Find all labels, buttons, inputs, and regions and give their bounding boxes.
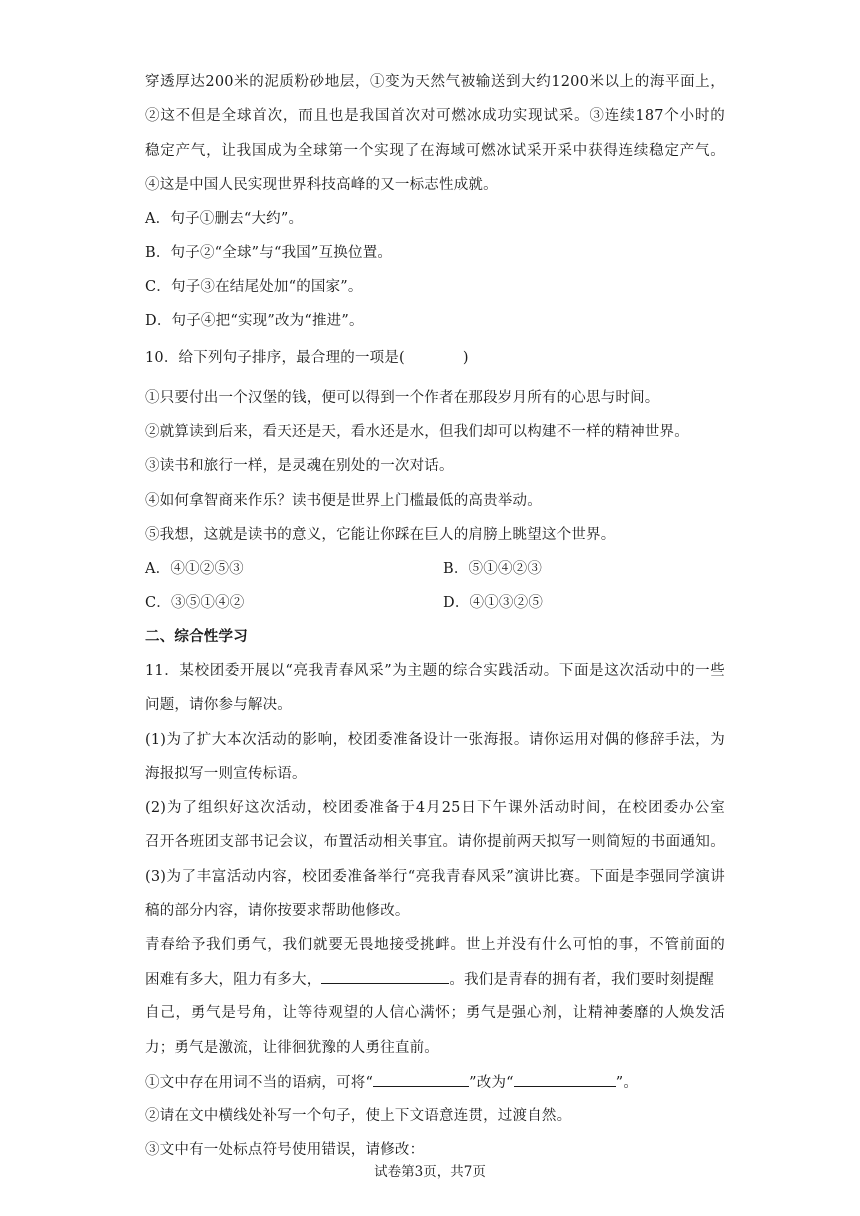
passage-line: ④这是中国人民实现世界科技高峰的又一标志性成就。	[145, 177, 498, 193]
q10-option-a: A．④①②⑤③	[145, 561, 244, 577]
q11-sub3: 稿的部分内容，请你按要求帮助他修改。	[145, 903, 410, 919]
q9-option-a: A．句子①删去“大约”。	[145, 211, 304, 227]
q9-option-c: C．句子③在结尾处加“的国家”。	[145, 279, 363, 295]
q10-sentence-4: ④如何拿智商来作乐？读书便是世界上门槛最低的高贵举动。	[145, 493, 542, 509]
speech-text	[145, 969, 725, 990]
q10-sentence-2: ②就算读到后来，看天还是天，看水还是水，但我们却可以构建不一样的精神世界。	[145, 424, 689, 440]
section-title: 二、综合性学习	[145, 628, 248, 645]
q11-task-2: ②请在文中横线处补写一个句子，使上下文语意连贯，过渡自然。	[145, 1108, 572, 1124]
task-text: ”。	[615, 1075, 639, 1091]
task-text: ①文中存在用词不当的语病，可将“	[145, 1075, 374, 1091]
q11-intro: 问题，请你参与解决。	[145, 697, 292, 713]
q10-sentence-5: ⑤我想，这就是读书的意义，它能让你踩在巨人的肩膀上眺望这个世界。	[145, 527, 616, 543]
q11-task-3: ③文中有一处标点符号使用错误，请修改：	[145, 1142, 425, 1158]
speech-text-part: 。我们是青春的拥有者，我们要时刻提醒	[449, 972, 715, 988]
speech-text: 青春给予我们勇气，我们就要无畏地接受挑衅。世上并没有什么可怕的事，不管前面的	[145, 937, 725, 953]
q11-sub3: (3)为了丰富活动内容，校团委准备举行“亮我青春风采”演讲比赛。下面是李强同学演讲	[145, 869, 725, 885]
q9-option-b: B．句子②“全球”与“我国”互换位置。	[145, 245, 393, 261]
passage-line: 穿透厚达200米的泥质粉砂地层，①变为天然气被输送到大约1200米以上的海平面上，	[145, 74, 725, 90]
speech-text: 力；勇气是激流，让徘徊犹豫的人勇往直前。	[145, 1040, 439, 1056]
speech-text-part: 困难有多大，阻力有多大，	[145, 972, 322, 988]
fill-in-blank[interactable]	[514, 1072, 616, 1087]
passage-line: 稳定产气，让我国成为全球第一个实现了在海域可燃冰试采开采中获得连续稳定产气。	[145, 143, 725, 159]
q11-task-1	[145, 1072, 725, 1093]
fill-in-blank[interactable]	[321, 969, 449, 984]
fill-in-blank[interactable]	[373, 1072, 469, 1087]
q10-sentence-1: ①只要付出一个汉堡的钱，便可以得到一个作者在那段岁月所有的心思与时间。	[145, 390, 660, 406]
passage-line: ②这不但是全球首次，而且也是我国首次对可燃冰成功实现试采。③连续187个小时的	[145, 108, 725, 124]
q9-option-d: D．句子④把“实现”改为“推进”。	[145, 313, 364, 329]
page-footer: 试卷第3页，共7页	[374, 1164, 486, 1180]
q10-stem-close: )	[462, 350, 469, 366]
q11-sub1: (1)为了扩大本次活动的影响，校团委准备设计一张海报。请你运用对偶的修辞手法，为	[145, 732, 725, 748]
q10-stem	[145, 348, 725, 368]
q11-sub2: (2)为了组织好这次活动，校团委准备于4月25日下午课外活动时间，在校团委办公室	[145, 800, 725, 816]
q10-option-d: D．④①③②⑤	[443, 595, 544, 611]
speech-text: 自己，勇气是号角，让等待观望的人信心满怀；勇气是强心剂，让精神萎靡的人焕发活	[145, 1005, 725, 1021]
q10-stem-text: 10．给下列句子排序，最合理的一项是(	[145, 350, 405, 366]
task-text: ”改为“	[469, 1075, 514, 1091]
q10-option-b: B．⑤①④②③	[443, 561, 543, 577]
q11-sub2: 召开各班团支部书记会议，布置活动相关事宜。请你提前两天拟写一则简短的书面通知。	[145, 834, 725, 850]
q10-sentence-3: ③读书和旅行一样，是灵魂在别处的一次对话。	[145, 458, 454, 474]
q11-intro: 11．某校团委开展以“亮我青春风采”为主题的综合实践活动。下面是这次活动中的一些	[145, 663, 725, 679]
q10-option-c: C．③⑤①④②	[145, 595, 245, 611]
q11-sub1: 海报拟写一则宣传标语。	[145, 766, 307, 782]
